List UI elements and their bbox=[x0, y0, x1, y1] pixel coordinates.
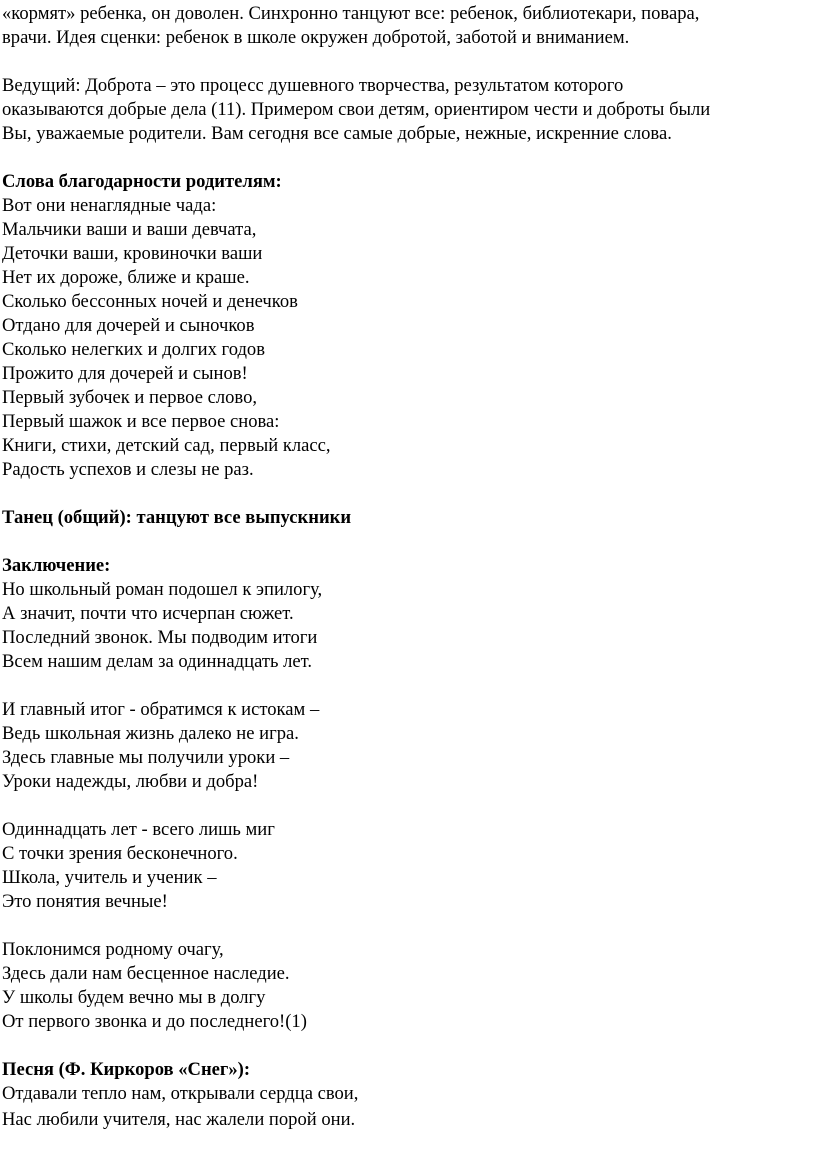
poem-line: Прожито для дочерей и сынов! bbox=[2, 363, 248, 384]
dance-heading: Танец (общий): танцуют все выпускники bbox=[2, 507, 352, 528]
poem-line: От первого звонка и до последнего!(1) bbox=[2, 1011, 307, 1032]
song-line: Нас любили учителя, нас жалели порой они. bbox=[2, 1109, 356, 1130]
poem-line: Всем нашим делам за одиннадцать лет. bbox=[2, 651, 313, 672]
poem-line: А значит, почти что исчерпан сюжет. bbox=[2, 603, 294, 624]
poem-line: Уроки надежды, любви и добра! bbox=[2, 771, 259, 792]
conclusion-heading: Заключение: bbox=[2, 555, 111, 576]
poem-line: С точки зрения бесконечного. bbox=[2, 843, 238, 864]
poem-line: Радость успехов и слезы не раз. bbox=[2, 459, 254, 480]
host-line-2: оказываются добрые дела (11). Примером свои детям, ориентиром чести и доброты были bbox=[2, 99, 711, 120]
poem-line: Вот они ненаглядные чада: bbox=[2, 195, 217, 216]
poem-line: Книги, стихи, детский сад, первый класс, bbox=[2, 435, 331, 456]
gratitude-heading: Слова благодарности родителям: bbox=[2, 171, 282, 192]
poem-line: Поклонимся родному очагу, bbox=[2, 939, 224, 960]
poem-line: Одиннадцать лет - всего лишь миг bbox=[2, 819, 275, 840]
poem-line: Мальчики ваши и ваши девчата, bbox=[2, 219, 257, 240]
poem-line: Первый зубочек и первое слово, bbox=[2, 387, 258, 408]
poem-line: Нет их дороже, ближе и краше. bbox=[2, 267, 250, 288]
poem-line: Здесь дали нам бесценное наследие. bbox=[2, 963, 290, 984]
poem-line: Отдано для дочерей и сыночков bbox=[2, 315, 255, 336]
poem-line: Сколько нелегких и долгих годов bbox=[2, 339, 265, 360]
intro-line-1: «кормят» ребенка, он доволен. Синхронно танцуют все: ребенок, библиотекари, повара, bbox=[2, 3, 700, 24]
poem-line: Ведь школьная жизнь далеко не игра. bbox=[2, 723, 299, 744]
song-heading: Песня (Ф. Киркоров «Снег»): bbox=[2, 1059, 251, 1080]
poem-line: Здесь главные мы получили уроки – bbox=[2, 747, 290, 768]
poem-line: Последний звонок. Мы подводим итоги bbox=[2, 627, 318, 648]
poem-line: Но школьный роман подошел к эпилогу, bbox=[2, 579, 323, 600]
poem-line: У школы будем вечно мы в долгу bbox=[2, 987, 266, 1008]
intro-line-2: врачи. Идея сценки: ребенок в школе окружен добротой, заботой и вниманием. bbox=[2, 27, 630, 48]
host-line-1: Ведущий: Доброта – это процесс душевного творчества, результатом которого bbox=[2, 75, 624, 96]
poem-line: Деточки ваши, кровиночки ваши bbox=[2, 243, 263, 264]
song-line: Отдавали тепло нам, открывали сердца свои, bbox=[2, 1083, 359, 1104]
host-line-3: Вы, уважаемые родители. Вам сегодня все самые добрые, нежные, искренние слова. bbox=[2, 123, 672, 144]
poem-line: Это понятия вечные! bbox=[2, 891, 168, 912]
poem-line: Сколько бессонных ночей и денечков bbox=[2, 291, 298, 312]
poem-line: Школа, учитель и ученик – bbox=[2, 867, 217, 888]
poem-line: И главный итог - обратимся к истокам – bbox=[2, 699, 320, 720]
poem-line: Первый шажок и все первое снова: bbox=[2, 411, 280, 432]
